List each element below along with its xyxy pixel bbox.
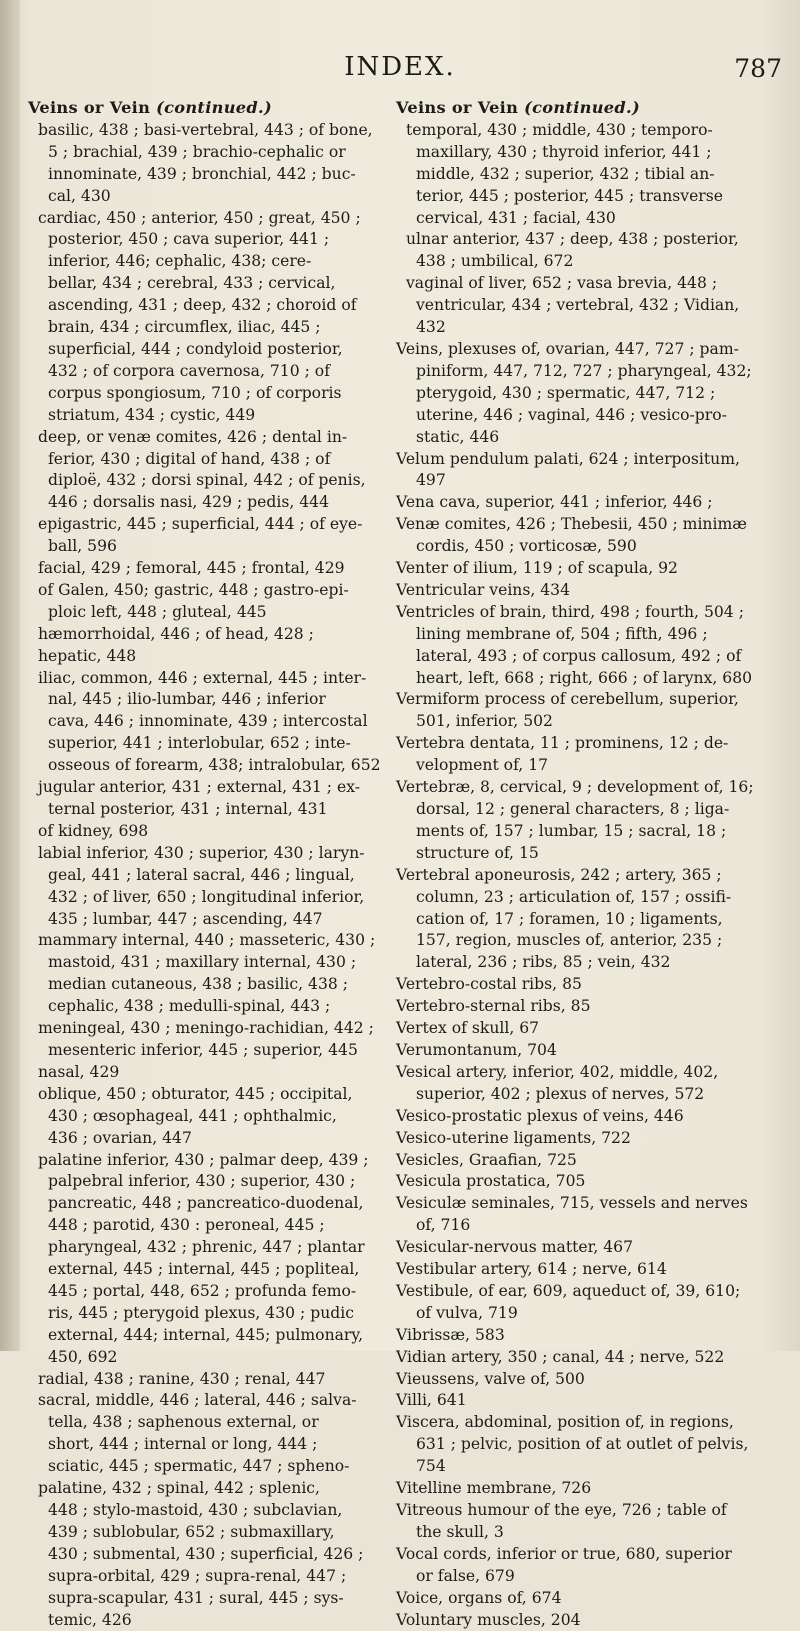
index-line: ris, 445 ; pterygoid plexus, 430 ; pudic [48, 1303, 354, 1322]
index-line: Voice, organs of, 674 [396, 1588, 562, 1607]
heading-continued: (continued.) [524, 98, 640, 117]
index-line: Viscera, abdominal, position of, in regions, [396, 1413, 734, 1432]
index-line: superficial, 444 ; condyloid posterior, [48, 339, 343, 358]
index-line: lateral, 236 ; ribs, 85 ; vein, 432 [416, 953, 671, 972]
index-line: Vibrissæ, 583 [396, 1325, 505, 1344]
index-line: static, 446 [416, 427, 500, 446]
index-line: Ventricular veins, 434 [396, 580, 571, 599]
index-line: 448 ; parotid, 430 : peroneal, 445 ; [48, 1216, 325, 1235]
index-line: or false, 679 [416, 1566, 515, 1585]
index-line: Venæ comites, 426 ; Thebesii, 450 ; minimæ [396, 515, 747, 534]
index-line: superior, 441 ; interlobular, 652 ; inte- [48, 734, 351, 753]
index-line: 436 ; ovarian, 447 [48, 1128, 192, 1147]
page-spine-shadow [0, 0, 20, 1351]
index-line: 631 ; pelvic, position of at outlet of pelvis, [416, 1435, 749, 1454]
index-line: Vidian artery, 350 ; canal, 44 ; nerve, 522 [396, 1347, 725, 1366]
index-line: Vesico-uterine ligaments, 722 [396, 1128, 631, 1147]
index-line: maxillary, 430 ; thyroid inferior, 441 ; [416, 142, 712, 161]
index-line: posterior, 450 ; cava superior, 441 ; [48, 230, 330, 249]
index-line: mesenteric inferior, 445 ; superior, 445 [48, 1040, 358, 1059]
index-line: Vitreous humour of the eye, 726 ; table of [396, 1501, 727, 1519]
index-line: short, 444 ; internal or long, 444 ; [48, 1435, 318, 1454]
header-title: INDEX. [344, 52, 456, 82]
index-line: mammary internal, 440 ; masseteric, 430 ; [38, 931, 376, 950]
index-line: Vitelline membrane, 726 [396, 1479, 592, 1498]
index-line: oblique, 450 ; obturator, 445 ; occipital, [38, 1084, 353, 1103]
index-line: middle, 432 ; superior, 432 ; tibial an- [416, 164, 715, 183]
index-line: sciatic, 445 ; spermatic, 447 ; spheno- [48, 1457, 350, 1476]
index-line: Vocal cords, inferior or true, 680, superior [396, 1544, 732, 1563]
right-column-heading [396, 97, 786, 119]
index-line: of Galen, 450; gastric, 448 ; gastro-epi- [38, 580, 349, 599]
index-line: nal, 445 ; ilio-lumbar, 446 ; inferior [48, 690, 326, 709]
index-line: velopment of, 17 [416, 756, 549, 775]
index-line: Ventricles of brain, third, 498 ; fourth, 504 ; [396, 602, 744, 621]
index-line: cardiac, 450 ; anterior, 450 ; great, 450 ; [38, 208, 361, 227]
index-line: external, 445 ; internal, 445 ; popliteal, [48, 1260, 360, 1279]
index-line: median cutaneous, 438 ; basilic, 438 ; [48, 975, 349, 994]
index-line: Vertebral aponeurosis, 242 ; artery, 365 ; [396, 865, 722, 884]
index-line: ascending, 431 ; deep, 432 ; choroid of [48, 296, 357, 315]
index-line: 501, inferior, 502 [416, 712, 553, 731]
index-line: structure of, 15 [416, 843, 539, 862]
index-line: ball, 596 [48, 537, 117, 556]
index-line: of, 716 [416, 1216, 471, 1235]
index-line: Vestibular artery, 614 ; nerve, 614 [396, 1260, 667, 1279]
index-line: Veins, plexuses of, ovarian, 447, 727 ; pam- [396, 339, 739, 358]
index-line: cordis, 450 ; vorticosæ, 590 [416, 537, 637, 556]
index-line: Vesical artery, inferior, 402, middle, 402, [396, 1062, 719, 1081]
index-line: Vesicular-nervous matter, 467 [396, 1238, 634, 1257]
index-line: labial inferior, 430 ; superior, 430 ; laryn- [38, 843, 365, 862]
index-line: pancreatic, 448 ; pancreatico-duodenal, [48, 1194, 364, 1213]
page-header [0, 52, 800, 86]
index-line: Verumontanum, 704 [396, 1040, 557, 1059]
index-line: brain, 434 ; circumflex, iliac, 445 ; [48, 318, 321, 337]
index-line: hepatic, 448 [38, 646, 137, 665]
index-line: cation of, 17 ; foramen, 10 ; ligaments, [416, 909, 723, 928]
index-line: supra-orbital, 429 ; supra-renal, 447 ; [48, 1566, 347, 1585]
index-line: Vesicles, Graafian, 725 [396, 1150, 577, 1169]
right-column-lines [396, 120, 786, 1631]
index-line: innominate, 439 ; bronchial, 442 ; buc- [48, 164, 356, 183]
index-line: hæmorrhoidal, 446 ; of head, 428 ; [38, 624, 314, 643]
index-line: ferior, 430 ; digital of hand, 438 ; of [48, 449, 331, 468]
index-line: temporal, 430 ; middle, 430 ; temporo- [406, 120, 713, 139]
index-line: temic, 426 [48, 1610, 132, 1629]
index-line: heart, left, 668 ; right, 666 ; of larynx, 680 [416, 668, 753, 687]
index-line: ternal posterior, 431 ; internal, 431 [48, 800, 328, 818]
index-line: Velum pendulum palati, 624 ; interpositum, [396, 449, 740, 468]
index-line: ments of, 157 ; lumbar, 15 ; sacral, 18 ; [416, 821, 727, 840]
left-column-lines [28, 120, 388, 1631]
index-line: ploic left, 448 ; gluteal, 445 [48, 602, 267, 621]
index-line: Vesico-prostatic plexus of veins, 446 [396, 1106, 684, 1125]
index-line: column, 23 ; articulation of, 157 ; ossifi- [416, 887, 732, 906]
index-line: terior, 445 ; posterior, 445 ; transverse [416, 186, 723, 205]
index-line: palatine, 432 ; spinal, 442 ; splenic, [38, 1479, 320, 1498]
index-line: striatum, 434 ; cystic, 449 [48, 405, 256, 424]
index-line: mastoid, 431 ; maxillary internal, 430 ; [48, 953, 357, 972]
index-line: jugular anterior, 431 ; external, 431 ; ex- [38, 778, 361, 797]
index-line: tella, 438 ; saphenous external, or [48, 1413, 319, 1432]
index-line: 445 ; portal, 448, 652 ; profunda femo- [48, 1281, 357, 1300]
index-line: of vulva, 719 [416, 1303, 518, 1322]
index-line: basilic, 438 ; basi-vertebral, 443 ; of bone, [38, 120, 373, 139]
heading-continued: (continued.) [156, 98, 272, 117]
index-line: ulnar anterior, 437 ; deep, 438 ; posterior, [406, 230, 739, 249]
index-line: iliac, common, 446 ; external, 445 ; inter- [38, 668, 367, 687]
index-line: Vertebræ, 8, cervical, 9 ; development of, 16; [396, 778, 754, 797]
heading-text: Veins or Vein [28, 98, 151, 117]
index-line: Vertebro-costal ribs, 85 [396, 975, 582, 994]
index-line: Vertebro-sternal ribs, 85 [396, 997, 591, 1016]
index-line: meningeal, 430 ; meningo-rachidian, 442 ; [38, 1019, 374, 1038]
index-line: 432 ; of liver, 650 ; longitudinal inferior, [48, 887, 365, 906]
index-line: Vermiform process of cerebellum, superior, [396, 690, 739, 709]
index-line: 432 ; of corpora cavernosa, 710 ; of [48, 361, 330, 380]
index-line: pharyngeal, 432 ; phrenic, 447 ; plantar [48, 1238, 365, 1257]
index-line: Vestibule, of ear, 609, aqueduct of, 39, 610; [396, 1281, 741, 1300]
index-line: Voluntary muscles, 204 [396, 1610, 581, 1629]
index-line: superior, 402 ; plexus of nerves, 572 [416, 1084, 705, 1103]
index-line: cervical, 431 ; facial, 430 [416, 208, 616, 227]
left-column-heading [28, 97, 388, 119]
index-line: dorsal, 12 ; general characters, 8 ; liga- [416, 800, 730, 818]
index-line: 754 [416, 1457, 446, 1476]
index-line: the skull, 3 [416, 1522, 504, 1541]
index-line: epigastric, 445 ; superficial, 444 ; of eye- [38, 515, 363, 534]
index-line: Vesicula prostatica, 705 [396, 1172, 586, 1191]
index-line: pterygoid, 430 ; spermatic, 447, 712 ; [416, 383, 716, 402]
index-line: 157, region, muscles of, anterior, 235 ; [416, 931, 723, 950]
index-line: 432 [416, 318, 446, 337]
index-line: 497 [416, 471, 446, 490]
page-number: 787 [734, 54, 782, 83]
index-line: cava, 446 ; innominate, 439 ; intercostal [48, 712, 368, 731]
index-line: sacral, middle, 446 ; lateral, 446 ; salva- [38, 1391, 357, 1410]
index-line: Villi, 641 [396, 1391, 467, 1410]
index-line: palpebral inferior, 430 ; superior, 430 ; [48, 1172, 356, 1191]
index-line: Venter of ilium, 119 ; of scapula, 92 [396, 559, 678, 578]
index-line: 446 ; dorsalis nasi, 429 ; pedis, 444 [48, 493, 330, 512]
left-column [28, 97, 388, 1631]
index-line: 438 ; umbilical, 672 [416, 252, 574, 271]
index-line: external, 444; internal, 445; pulmonary, [48, 1325, 364, 1344]
index-line: cephalic, 438 ; medulli-spinal, 443 ; [48, 997, 331, 1016]
index-line: of kidney, 698 [38, 821, 149, 840]
index-line: bellar, 434 ; cerebral, 433 ; cervical, [48, 274, 336, 293]
index-line: 448 ; stylo-mastoid, 430 ; subclavian, [48, 1501, 343, 1519]
index-line: palatine inferior, 430 ; palmar deep, 439 ; [38, 1150, 369, 1169]
index-line: Vena cava, superior, 441 ; inferior, 446 ; [396, 493, 713, 512]
index-line: cal, 430 [48, 186, 111, 205]
index-line: inferior, 446; cephalic, 438; cere- [48, 252, 312, 271]
index-line: piniform, 447, 712, 727 ; pharyngeal, 432; [416, 361, 752, 380]
index-line: lateral, 493 ; of corpus callosum, 492 ; of [416, 646, 742, 665]
index-line: vaginal of liver, 652 ; vasa brevia, 448 ; [406, 274, 718, 293]
index-line: supra-scapular, 431 ; sural, 445 ; sys- [48, 1588, 344, 1607]
heading-text: Veins or Vein [396, 98, 519, 117]
index-line: 450, 692 [48, 1347, 118, 1366]
index-line: ventricular, 434 ; vertebral, 432 ; Vidian, [416, 296, 740, 315]
index-line: Vieussens, valve of, 500 [396, 1369, 585, 1388]
index-line: diploë, 432 ; dorsi spinal, 442 ; of penis, [48, 471, 366, 490]
index-line: 5 ; brachial, 439 ; brachio-cephalic or [48, 142, 346, 161]
index-line: 439 ; sublobular, 652 ; submaxillary, [48, 1522, 335, 1541]
index-line: uterine, 446 ; vaginal, 446 ; vesico-pro- [416, 405, 727, 424]
index-line: osseous of forearm, 438; intralobular, 652 [48, 756, 381, 775]
index-line: corpus spongiosum, 710 ; of corporis [48, 383, 342, 402]
index-line: 430 ; œsophageal, 441 ; ophthalmic, [48, 1106, 337, 1125]
index-line: facial, 429 ; femoral, 445 ; frontal, 429 [38, 559, 345, 578]
index-line: Vertebra dentata, 11 ; prominens, 12 ; de- [396, 734, 729, 753]
index-line: 430 ; submental, 430 ; superficial, 426 ; [48, 1544, 364, 1563]
index-line: Vertex of skull, 67 [396, 1019, 540, 1038]
index-line: 435 ; lumbar, 447 ; ascending, 447 [48, 909, 323, 928]
index-line: geal, 441 ; lateral sacral, 446 ; lingual, [48, 865, 355, 884]
right-column [396, 97, 786, 1631]
index-line: deep, or venæ comites, 426 ; dental in- [38, 427, 348, 446]
index-line: lining membrane of, 504 ; fifth, 496 ; [416, 624, 708, 643]
index-line: nasal, 429 [38, 1062, 120, 1081]
index-line: Vesiculæ seminales, 715, vessels and nerves [396, 1194, 748, 1213]
index-line: radial, 438 ; ranine, 430 ; renal, 447 [38, 1369, 326, 1388]
